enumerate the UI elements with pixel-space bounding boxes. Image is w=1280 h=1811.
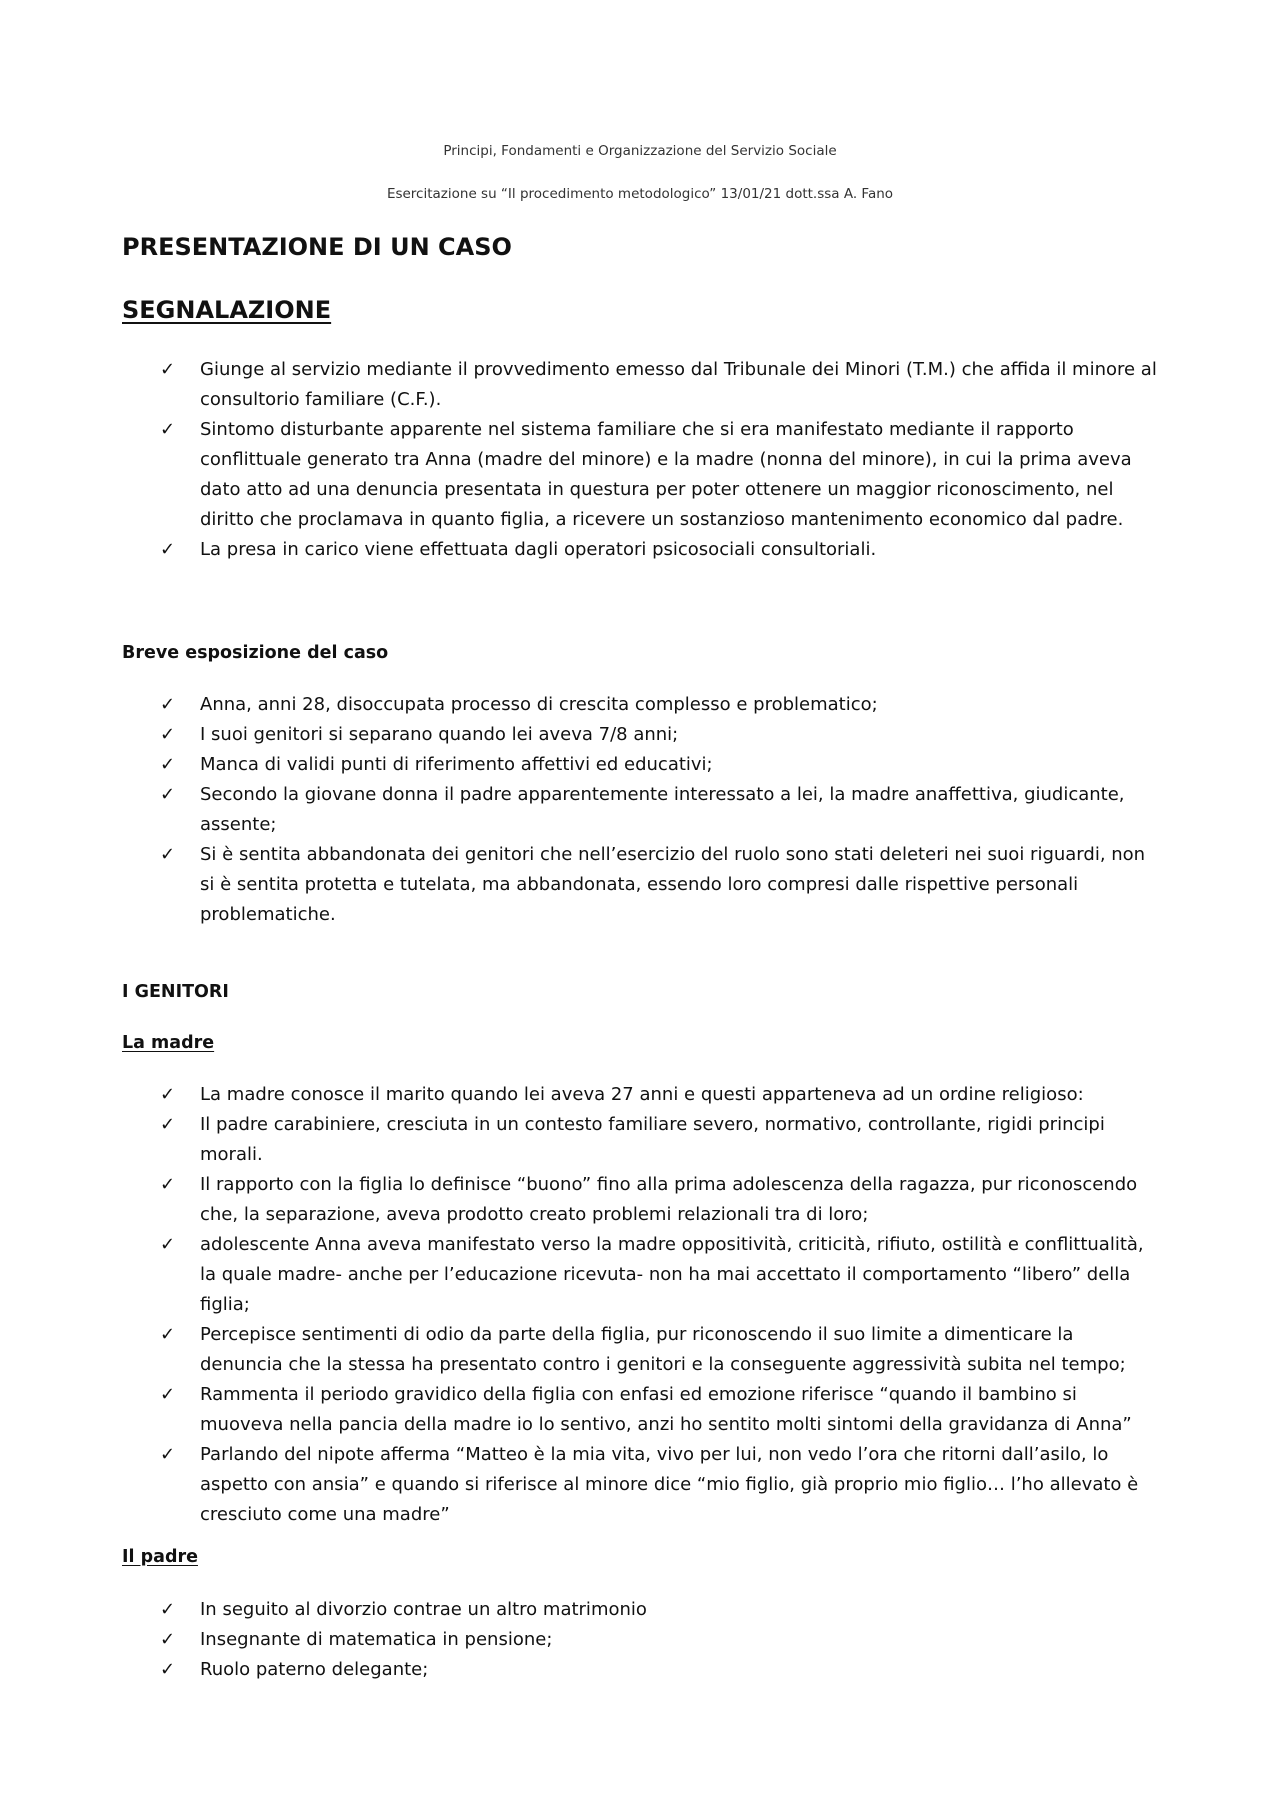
checkmark-icon: ✓ [160, 1324, 176, 1345]
padre-heading: Il padre [122, 1547, 198, 1567]
checkmark-icon: ✓ [160, 1659, 176, 1680]
breve-heading: Breve esposizione del caso [122, 643, 389, 663]
list-item: ✓ Ruolo paterno delegante; [0, 1655, 1280, 1685]
padre-list [0, 1595, 1280, 1685]
madre-heading: La madre [122, 1033, 215, 1053]
list-item: ✓ In seguito al divorzio contrae un altro matrimonio [0, 1595, 1280, 1625]
list-item: ✓ Manca di validi punti di riferimento affettivi ed educativi; [0, 750, 1280, 780]
list-item: ✓ Giunge al servizio mediante il provvedimento emesso dal Tribunale dei Minori (T.M.) che affida il minore al consultorio familiare (C.F.). [0, 355, 1280, 415]
list-item: ✓ Secondo la giovane donna il padre apparentemente interessato a lei, la madre anaffettiva, giudicante, assente; [0, 780, 1280, 840]
checkmark-icon: ✓ [160, 1384, 176, 1405]
exercise-header: Esercitazione su “Il procedimento metodologico” 13/01/21 dott.ssa A. Fano [386, 186, 894, 202]
list-item: ✓ La presa in carico viene effettuata dagli operatori psicosociali consultoriali. [0, 535, 1280, 565]
document-title: PRESENTAZIONE DI UN CASO [122, 233, 512, 261]
checkmark-icon: ✓ [160, 1174, 176, 1195]
checkmark-icon: ✓ [160, 1084, 176, 1105]
list-item: ✓ Anna, anni 28, disoccupata processo di crescita complesso e problematico; [0, 690, 1280, 720]
segnalazione-list [0, 355, 1280, 565]
list-item: ✓ Il rapporto con la figlia lo definisce “buono” fino alla prima adolescenza della ragazza, pur riconoscendo che, la separazione, aveva prodotto creato problemi relazionali tra di loro; [0, 1170, 1280, 1230]
list-item: ✓ Si è sentita abbandonata dei genitori che nell’esercizio del ruolo sono stati deleteri nei suoi riguardi, non si è sentita protetta e tutelata, ma abbandonata, essendo loro compresi dalle rispettive personali problematiche. [0, 840, 1280, 930]
checkmark-icon: ✓ [160, 419, 176, 440]
list-item: ✓ Percepisce sentimenti di odio da parte della figlia, pur riconoscendo il suo limite a dimenticare la denuncia che la stessa ha presentato contro i genitori e la conseguente aggressività subita nel tempo; [0, 1320, 1280, 1380]
list-item: ✓ Insegnante di matematica in pensione; [0, 1625, 1280, 1655]
list-item: ✓ Il padre carabiniere, cresciuta in un contesto familiare severo, normativo, controllante, rigidi principi morali. [0, 1110, 1280, 1170]
list-item: ✓ Rammenta il periodo gravidico della figlia con enfasi ed emozione riferisce “quando il bambino si muoveva nella pancia della madre io lo sentivo, anzi ho sentito molti sintomi della gravidanza di Anna” [0, 1380, 1280, 1440]
checkmark-icon: ✓ [160, 1629, 176, 1650]
list-item: ✓ Parlando del nipote afferma “Matteo è la mia vita, vivo per lui, non vedo l’ora che ritorni dall’asilo, lo aspetto con ansia” e quando si riferisce al minore dice “mio figlio, già proprio mio figlio… l’ho allevato è cresciuto come una madre” [0, 1440, 1280, 1530]
breve-list [0, 690, 1280, 930]
segnalazione-heading: SEGNALAZIONE [122, 296, 332, 324]
madre-list [0, 1080, 1280, 1530]
course-header: Principi, Fondamenti e Organizzazione del Servizio Sociale [443, 143, 837, 159]
checkmark-icon: ✓ [160, 1234, 176, 1255]
list-item: ✓ I suoi genitori si separano quando lei aveva 7/8 anni; [0, 720, 1280, 750]
checkmark-icon: ✓ [160, 754, 176, 775]
checkmark-icon: ✓ [160, 694, 176, 715]
checkmark-icon: ✓ [160, 724, 176, 745]
checkmark-icon: ✓ [160, 844, 176, 865]
checkmark-icon: ✓ [160, 539, 176, 560]
checkmark-icon: ✓ [160, 1599, 176, 1620]
checkmark-icon: ✓ [160, 359, 176, 380]
list-item: ✓ Sintomo disturbante apparente nel sistema familiare che si era manifestato mediante il rapporto conflittuale generato tra Anna (madre del minore) e la madre (nonna del minore), in cui la prima aveva dato atto ad una denuncia presentata in questura per poter ottenere un maggior riconoscimento, nel diritto che proclamava in quanto figlia, a ricevere un sostanzioso mantenimento economico dal padre. [0, 415, 1280, 535]
checkmark-icon: ✓ [160, 1114, 176, 1135]
list-item: ✓ La madre conosce il marito quando lei aveva 27 anni e questi apparteneva ad un ordine religioso: [0, 1080, 1280, 1110]
checkmark-icon: ✓ [160, 1444, 176, 1465]
genitori-heading: I GENITORI [122, 982, 229, 1002]
checkmark-icon: ✓ [160, 784, 176, 805]
list-item: ✓ adolescente Anna aveva manifestato verso la madre oppositività, criticità, rifiuto, ostilità e conflittualità, la quale madre- anche per l’educazione ricevuta- non ha mai accettato il comportamento “libero” della figlia; [0, 1230, 1280, 1320]
